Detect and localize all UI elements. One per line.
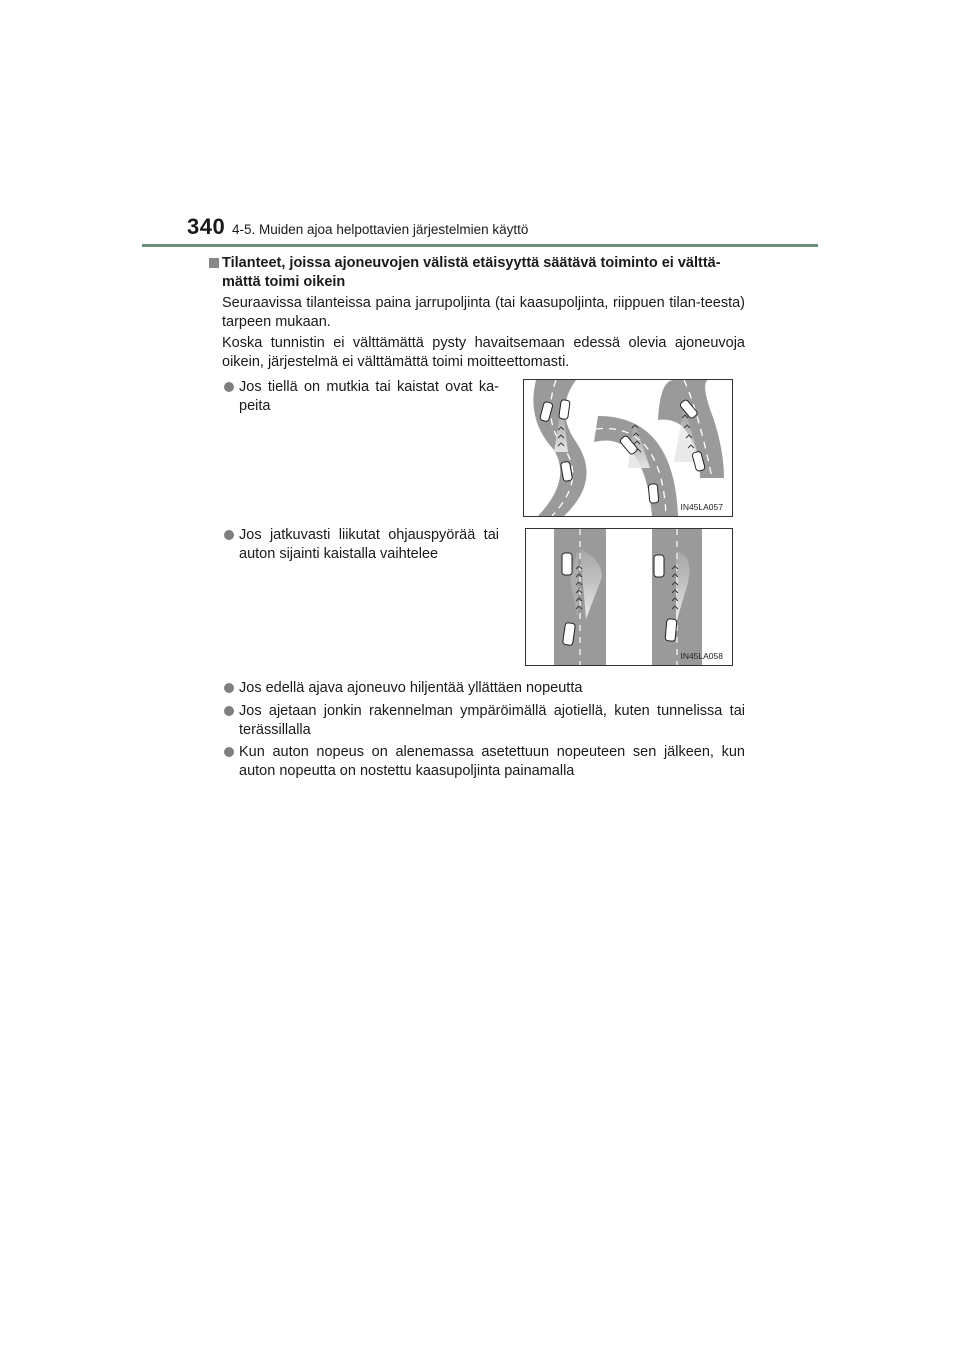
paragraph-1: Seuraavissa tilanteissa paina jarrupoljinta (tai kaasupoljinta, riippuen tilan-teesta) tarpeen mukaan. <box>222 295 745 330</box>
bullet-text: Jos tiellä on mutkia tai kaistat ovat ka-peita <box>239 379 499 414</box>
bullet-text: Jos jatkuvasti liikutat ohjauspyörää tai auton sijainti kaistalla vaihtelee <box>239 527 499 562</box>
bullet-text: Kun auton nopeus on alenemassa asetettuun nopeuteen sen jälkeen, kun auton nopeutta on nostettu kaasupoljinta painamalla <box>239 744 745 779</box>
section-heading-text: Tilanteet, joissa ajoneuvojen välistä etäisyyttä säätävä toiminto ei välttä-mättä toimi oikein <box>222 255 721 290</box>
bullet-accelerator <box>222 743 745 781</box>
bullet-dot-icon <box>224 706 234 716</box>
bullet-slowdown <box>222 679 745 698</box>
lane-position-illustration <box>526 529 732 665</box>
curved-roads-illustration <box>524 380 732 516</box>
bullet-curves <box>222 378 499 416</box>
bullet-dot-icon <box>224 683 234 693</box>
bullet-tunnel <box>222 702 745 740</box>
figure-code: IN45LA057 <box>680 502 723 512</box>
bullet-steering <box>222 526 499 564</box>
header-rule <box>142 244 818 247</box>
figure-code: IN45LA058 <box>680 651 723 661</box>
square-bullet-icon <box>209 258 219 268</box>
bullet-dot-icon <box>224 530 234 540</box>
page-number: 340 <box>187 214 226 239</box>
chapter-title: 4-5. Muiden ajoa helpottavien järjestelmien käyttö <box>232 222 529 237</box>
bullet-dot-icon <box>224 382 234 392</box>
bullet-dot-icon <box>224 747 234 757</box>
curved-roads-figure <box>523 379 733 517</box>
bullet-text: Jos edellä ajava ajoneuvo hiljentää yllättäen nopeutta <box>239 680 583 696</box>
lane-position-figure <box>525 528 733 666</box>
bullet-text: Jos ajetaan jonkin rakennelman ympäröimällä ajotiellä, kuten tunnelissa tai terässillalla <box>239 703 745 738</box>
paragraph-2: Koska tunnistin ei välttämättä pysty havaitsemaan edessä olevia ajoneuvoja oikein, järjestelmä ei välttämättä toimi moitteettomasti. <box>222 335 745 370</box>
section-heading <box>209 254 754 292</box>
